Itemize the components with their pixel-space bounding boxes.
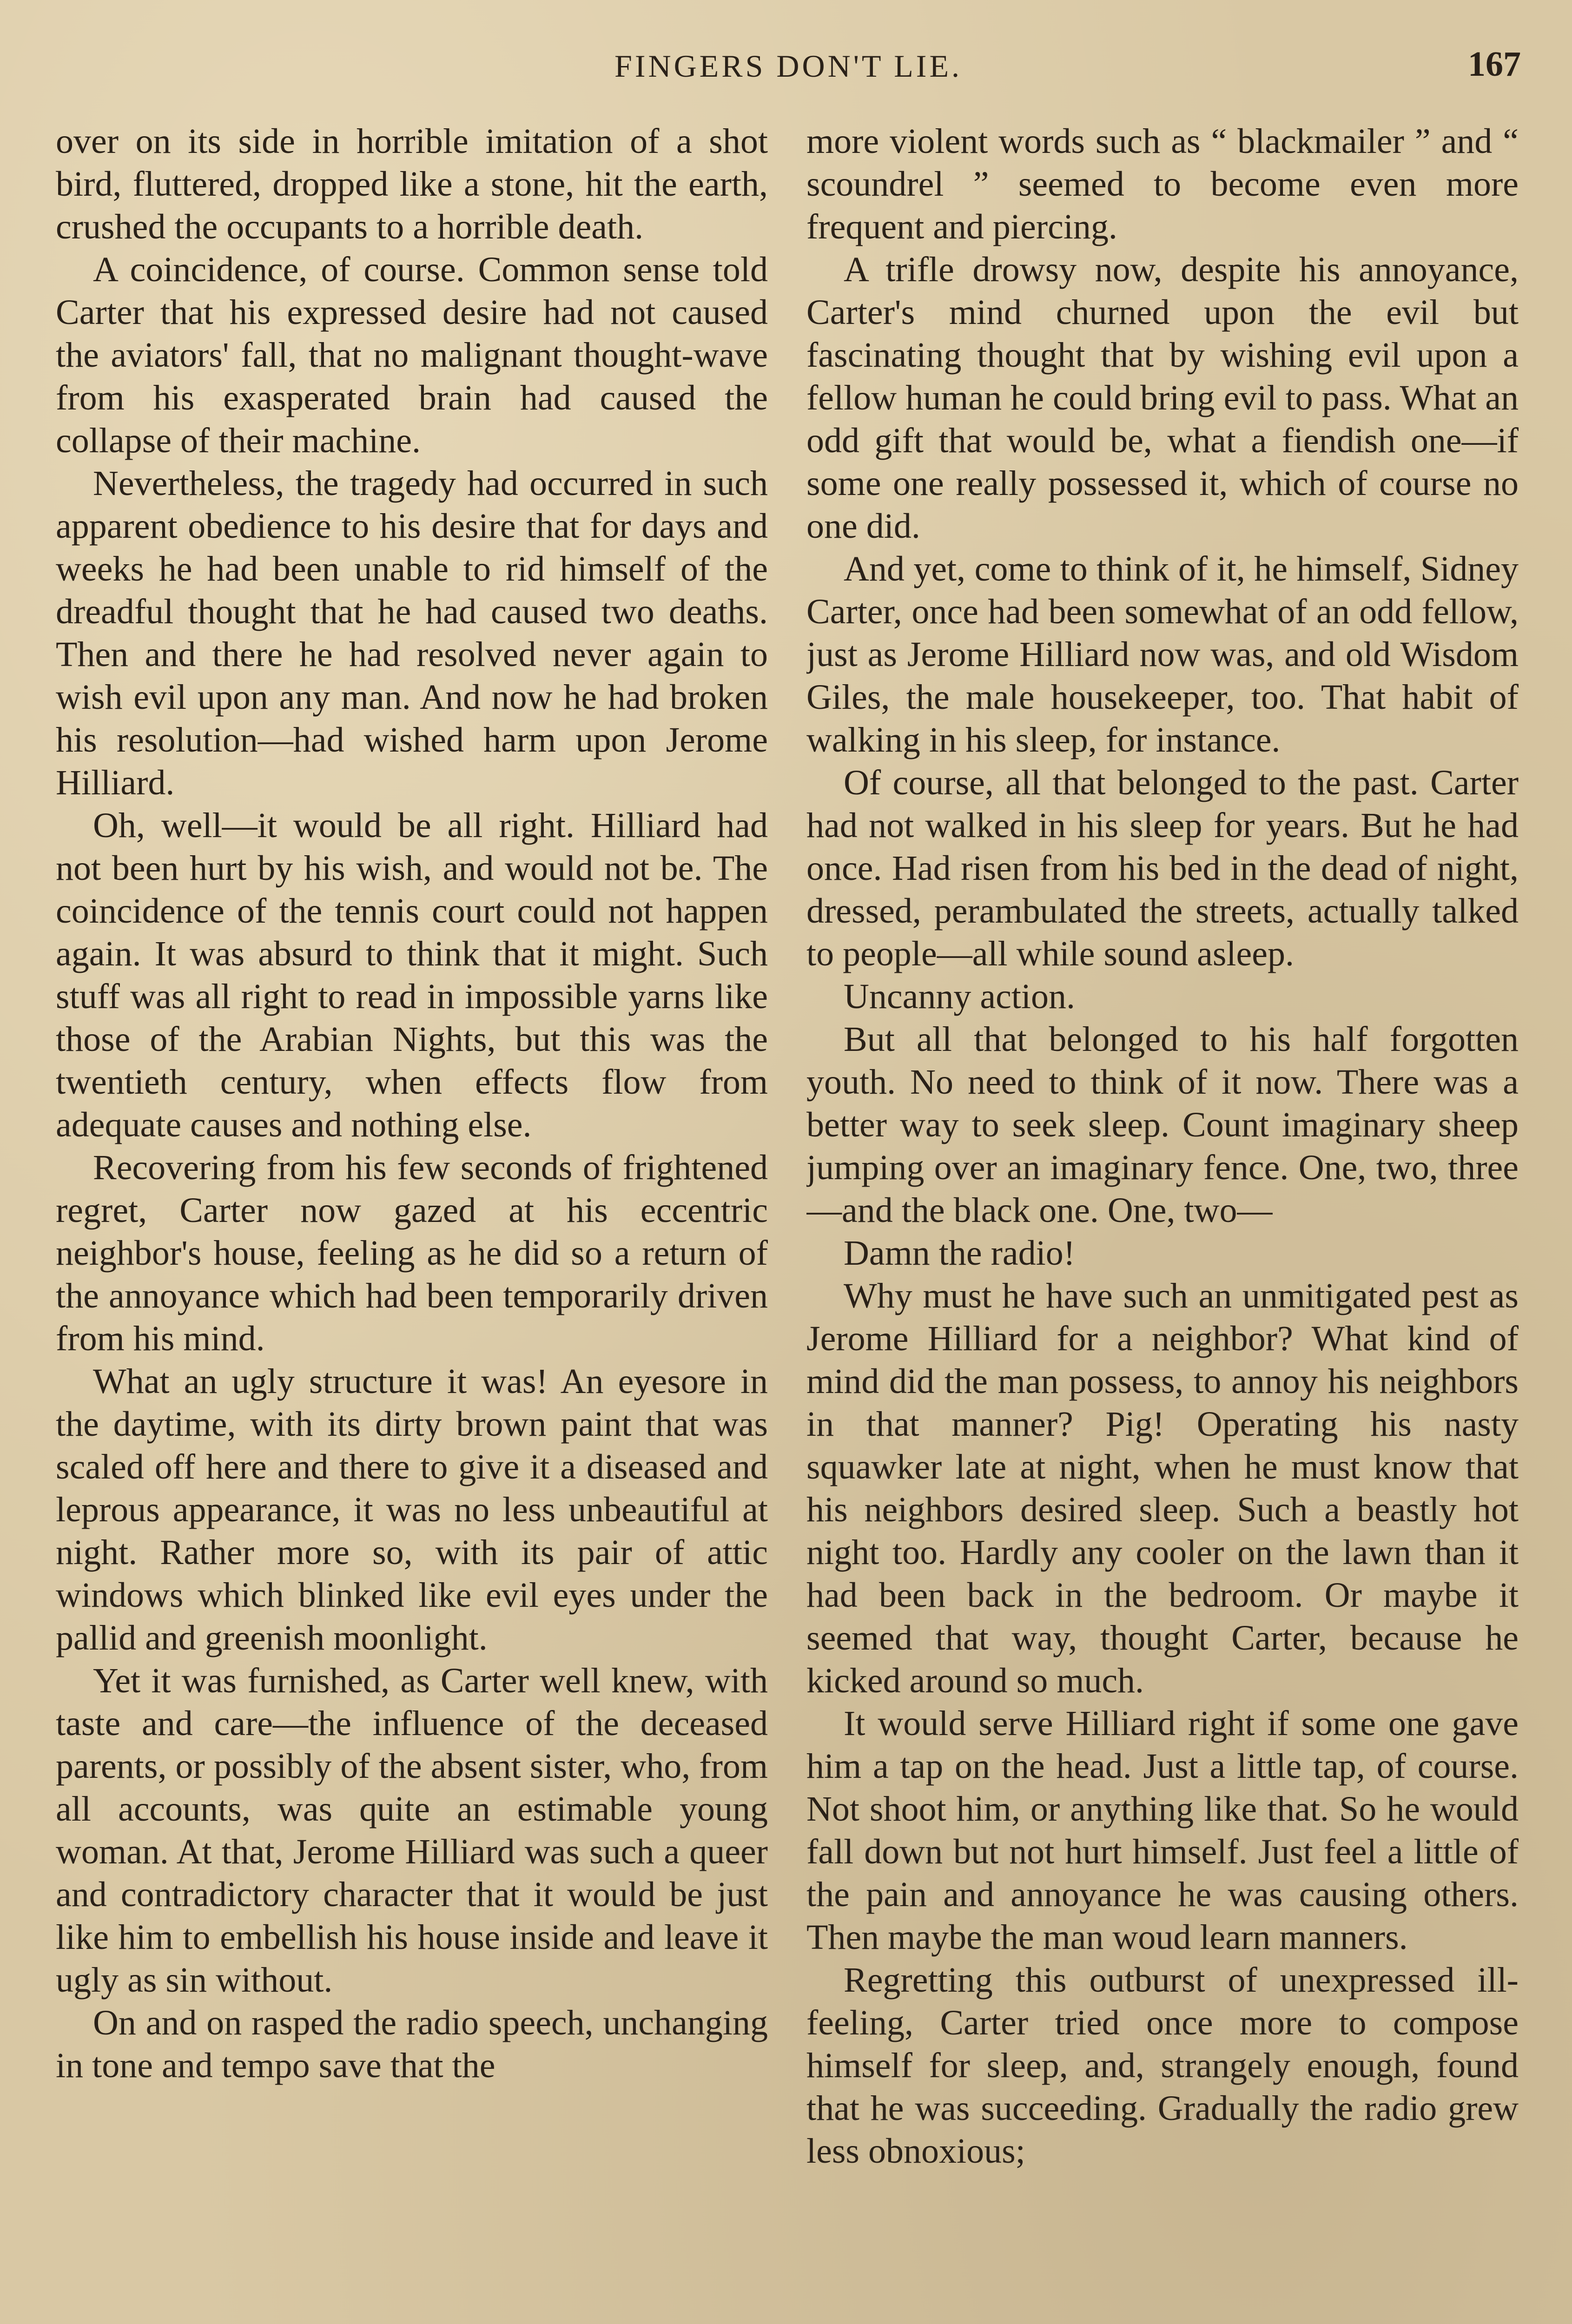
paragraph: over on its side in horrible imitation of a shot bird, fluttered, dropped like a stone, hit the earth, crushed the occupants to a horrible death.: [56, 122, 768, 246]
paragraph: And yet, come to think of it, he himself, Sidney Carter, once had been somewhat of an odd fellow, just as Jerome Hilliard now was, and old Wisdom Giles, the male housekeeper, too. That habit of walking in his sleep, for instance.: [806, 549, 1519, 759]
left-text-column: [56, 120, 768, 2324]
running-title: FINGERS DON'T LIE.: [614, 48, 962, 84]
paragraph: Yet it was furnished, as Carter well knew, with taste and care—the influence of the deceased parents, or possibly of the absent sister, who, from all accounts, was quite an estimable young woman. At that, Jerome Hilliard was such a queer and contradictory character that it would be just like him to embellish his house inside and leave it ugly as sin without.: [56, 1661, 768, 2000]
paragraph: A trifle drowsy now, despite his annoyance, Carter's mind churned upon the evil but fascinating thought that by wishing evil upon a fellow human he could bring evil to pass. What an odd gift that would be, what a fiendish one—if some one really possessed it, which of course no one did.: [806, 250, 1519, 546]
paragraph: It would serve Hilliard right if some one gave him a tap on the head. Just a little tap, of course. Not shoot him, or anything like that. So he would fall down but not hurt himself. Just feel a little of the pain and annoyance he was causing others. Then maybe the man woud learn manners.: [806, 1704, 1519, 1957]
paragraph: On and on rasped the radio speech, unchanging in tone and tempo save that the: [56, 2003, 768, 2085]
page-header: [56, 44, 1521, 95]
right-text-column: [806, 120, 1519, 2324]
paragraph: Damn the radio!: [844, 1234, 1076, 1273]
paragraph: Oh, well—it would be all right. Hilliard had not been hurt by his wish, and would not be. The coincidence of the tennis court could not happen again. It was absurd to think that it might. Such stuff was all right to read in impossible yarns like those of the Arabian Nights, but this was the twentieth century, when effects flow from adequate causes and nothing else.: [56, 806, 768, 1144]
paragraph: But all that belonged to his half forgotten youth. No need to think of it now. There was a better way to seek sleep. Count imaginary sheep jumping over an imaginary fence. One, two, three—and the black one. One, two—: [806, 1020, 1519, 1230]
paragraph: Why must he have such an unmitigated pest as Jerome Hilliard for a neighbor? What kind of mind did the man possess, to annoy his neighbors in that manner? Pig! Operating his nasty squawker late at night, when he must know that his neighbors desired sleep. Such a beastly hot night too. Hardly any cooler on the lawn than it had been back in the bedroom. Or maybe it seemed that way, thought Carter, because he kicked around so much.: [806, 1276, 1519, 1700]
paragraph: more violent words such as “ blackmailer ” and “ scoundrel ” seemed to become even more frequent and piercing.: [806, 122, 1519, 246]
page-number: 167: [1468, 45, 1521, 84]
paragraph: Uncanny action.: [844, 977, 1076, 1016]
paragraph: Of course, all that belonged to the past. Carter had not walked in his sleep for years. But he had once. Had risen from his bed in the dead of night, dressed, perambulated the streets, actually talked to people—all while sound asleep.: [806, 763, 1519, 973]
paragraph: A coincidence, of course. Common sense told Carter that his expressed desire had not caused the aviators' fall, that no malignant thought-wave from his exasperated brain had caused the collapse of their machine.: [56, 250, 768, 460]
paragraph: Recovering from his few seconds of frightened regret, Carter now gazed at his eccentric neighbor's house, feeling as he did so a return of the annoyance which had been temporarily driven from his mind.: [56, 1148, 768, 1358]
paragraph: What an ugly structure it was! An eyesore in the daytime, with its dirty brown paint that was scaled off here and there to give it a diseased and leprous appearance, it was no less unbeautiful at night. Rather more so, with its pair of attic windows which blinked like evil eyes under the pallid and greenish moonlight.: [56, 1362, 768, 1657]
paragraph: Nevertheless, the tragedy had occurred in such apparent obedience to his desire that for days and weeks he had been unable to rid himself of the dreadful thought that he had caused two deaths. Then and there he had resolved never again to wish evil upon any man. And now he had broken his resolution—had wished harm upon Jerome Hilliard.: [56, 464, 768, 802]
paragraph: Regretting this outburst of unexpressed ill-feeling, Carter tried once more to compose himself for sleep, and, strangely enough, found that he was succeeding. Gradually the radio grew less obnoxious;: [806, 1961, 1519, 2171]
